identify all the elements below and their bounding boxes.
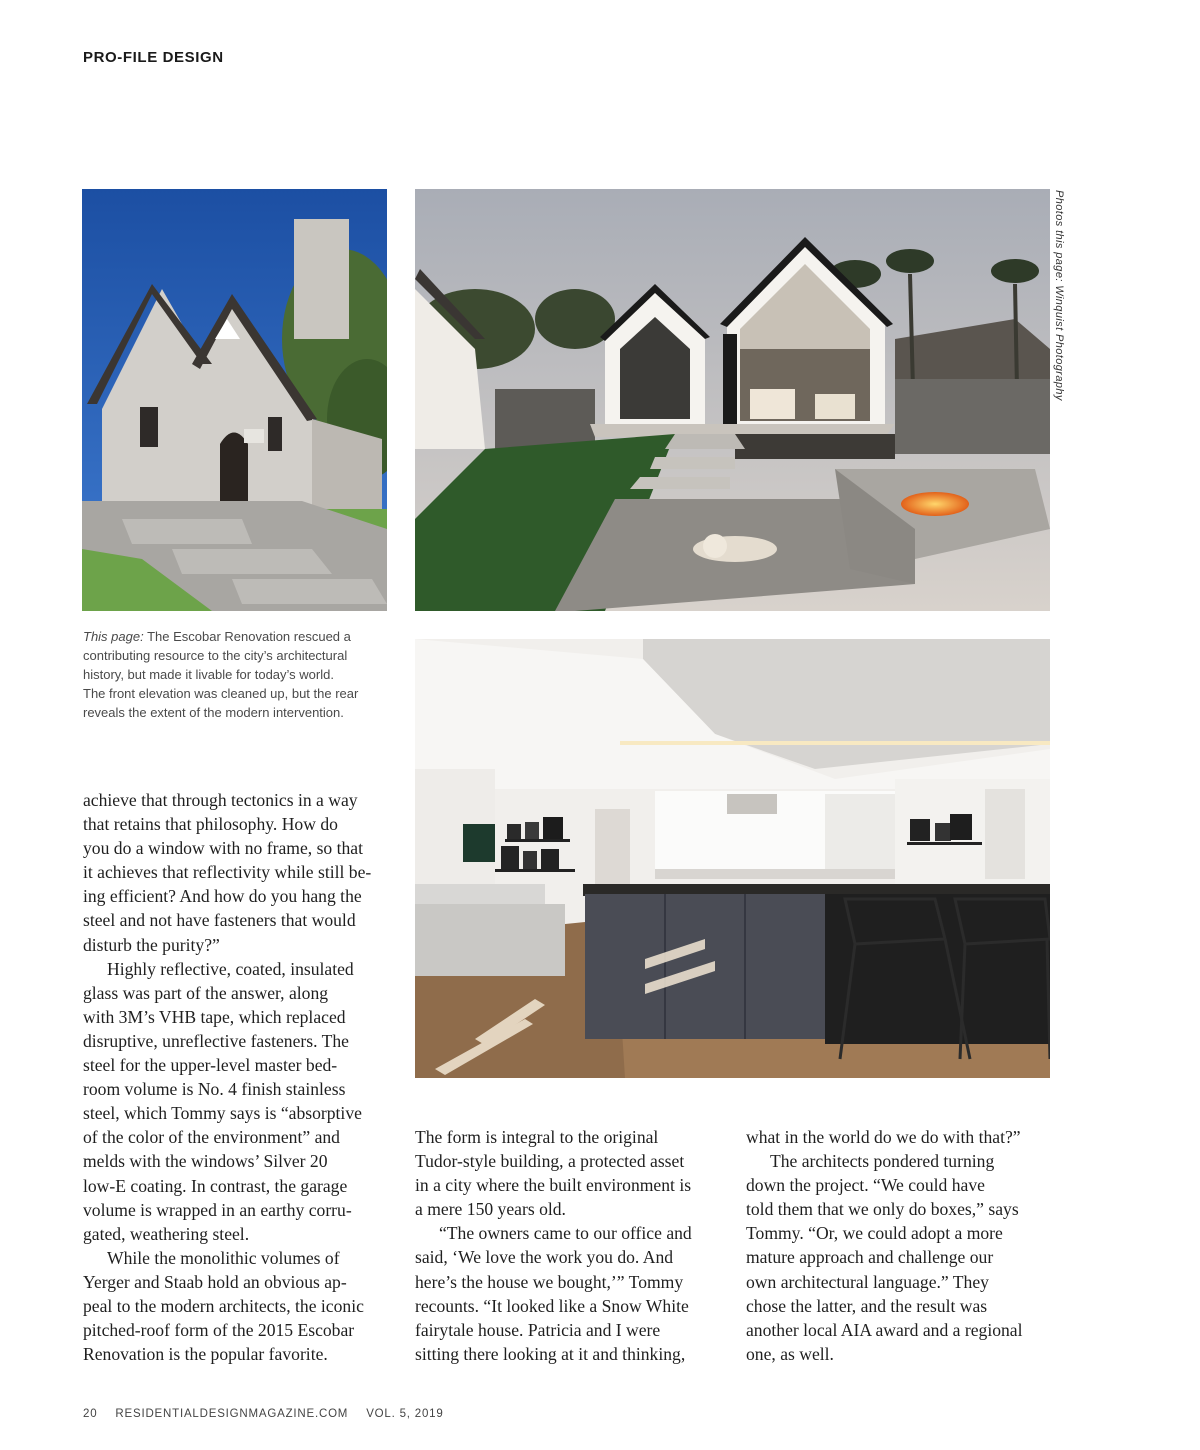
- caption-lead: This page:: [83, 629, 144, 644]
- caption-line: history, but made it livable for today’s world.: [83, 667, 334, 682]
- body-line: it achieves that reflectivity while still be-: [83, 862, 372, 883]
- body-paragraph: [83, 957, 388, 1246]
- body-line: Highly reflective, coated, insulated: [107, 958, 354, 979]
- body-line: recounts. “It looked like a Snow White: [415, 1295, 689, 1316]
- caption-line: contributing resource to the city’s architectural: [83, 648, 348, 663]
- caption-line: The Escobar Renovation rescued a: [143, 629, 351, 644]
- magazine-website: RESIDENTIALDESIGNMAGAZINE.COM: [115, 1408, 349, 1420]
- body-line: own architectural language.” They: [746, 1271, 989, 1292]
- body-line: Tommy. “Or, we could adopt a more: [746, 1223, 1003, 1244]
- body-line: steel, which Tommy says is “absorptive: [83, 1103, 362, 1124]
- body-line: achieve that through tectonics in a way: [83, 790, 358, 810]
- body-line: low-E coating. In contrast, the garage: [83, 1175, 348, 1196]
- body-line: While the monolithic volumes of: [107, 1247, 340, 1268]
- kitchen-interior-photo: [415, 639, 1050, 1078]
- page-folio: [83, 1408, 458, 1420]
- body-paragraph: [83, 788, 388, 957]
- body-line: chose the latter, and the result was: [746, 1295, 988, 1316]
- body-line: ing efficient? And how do you hang the: [83, 886, 362, 907]
- body-column-1: [83, 788, 388, 1366]
- body-line: The form is integral to the original: [415, 1127, 659, 1147]
- front-elevation-photo: [82, 189, 387, 611]
- section-label: PRO-FILE DESIGN: [83, 49, 224, 66]
- body-line: Renovation is the popular favorite.: [83, 1344, 328, 1365]
- body-line: Yerger and Staab hold an obvious ap-: [83, 1271, 347, 1292]
- body-line: melds with the windows’ Silver 20: [83, 1151, 328, 1172]
- body-line: here’s the house we bought,’” Tommy: [415, 1271, 684, 1292]
- body-line: a mere 150 years old.: [415, 1199, 566, 1220]
- body-line: what in the world do we do with that?”: [746, 1127, 1021, 1147]
- body-line: volume is wrapped in an earthy corru-: [83, 1199, 352, 1220]
- issue-label: VOL. 5, 2019: [366, 1408, 444, 1420]
- body-line: gated, weathering steel.: [83, 1223, 250, 1244]
- body-line: one, as well.: [746, 1343, 834, 1364]
- body-line: that retains that philosophy. How do: [83, 814, 338, 835]
- body-line: down the project. “We could have: [746, 1175, 985, 1196]
- body-line: room volume is No. 4 finish stainless: [83, 1079, 346, 1100]
- photo-credit: Photos this page: Winquist Photography: [1053, 190, 1065, 401]
- caption-line: The front elevation was cleaned up, but the rear: [83, 686, 359, 701]
- body-column-3: [746, 1125, 1051, 1366]
- body-line: sitting there looking at it and thinking,: [415, 1343, 686, 1364]
- photo-caption: [83, 627, 383, 722]
- body-line: another local AIA award and a regional: [746, 1319, 1023, 1340]
- body-column-2: [415, 1125, 720, 1366]
- body-paragraph: [415, 1125, 720, 1221]
- body-line: of the color of the environment” and: [83, 1127, 340, 1148]
- body-line: disturb the purity?”: [83, 934, 220, 955]
- rear-elevation-photo: [415, 189, 1050, 611]
- body-paragraph: [746, 1149, 1051, 1366]
- body-line: fairytale house. Patricia and I were: [415, 1319, 661, 1340]
- body-line: pitched-roof form of the 2015 Escobar: [83, 1320, 355, 1341]
- body-line: you do a window with no frame, so that: [83, 838, 363, 859]
- body-line: told them that we only do boxes,” says: [746, 1199, 1019, 1220]
- body-paragraph: [83, 1246, 388, 1366]
- body-line: with 3M’s VHB tape, which replaced: [83, 1006, 346, 1027]
- body-paragraph: [415, 1221, 720, 1366]
- body-line: disruptive, unreflective fasteners. The: [83, 1030, 349, 1051]
- body-line: Tudor-style building, a protected asset: [415, 1151, 685, 1172]
- body-line: steel for the upper-level master bed-: [83, 1055, 338, 1076]
- body-line: peal to the modern architects, the iconic: [83, 1295, 364, 1316]
- body-line: said, ‘We love the work you do. And: [415, 1247, 674, 1268]
- body-line: glass was part of the answer, along: [83, 982, 329, 1003]
- body-line: The architects pondered turning: [770, 1151, 995, 1172]
- body-line: “The owners came to our office and: [439, 1223, 692, 1244]
- page-number: 20: [83, 1408, 98, 1420]
- body-line: mature approach and challenge our: [746, 1247, 994, 1268]
- body-paragraph: [746, 1125, 1051, 1149]
- caption-line: reveals the extent of the modern intervention.: [83, 705, 344, 720]
- body-line: in a city where the built environment is: [415, 1175, 692, 1196]
- body-line: steel and not have fasteners that would: [83, 910, 356, 931]
